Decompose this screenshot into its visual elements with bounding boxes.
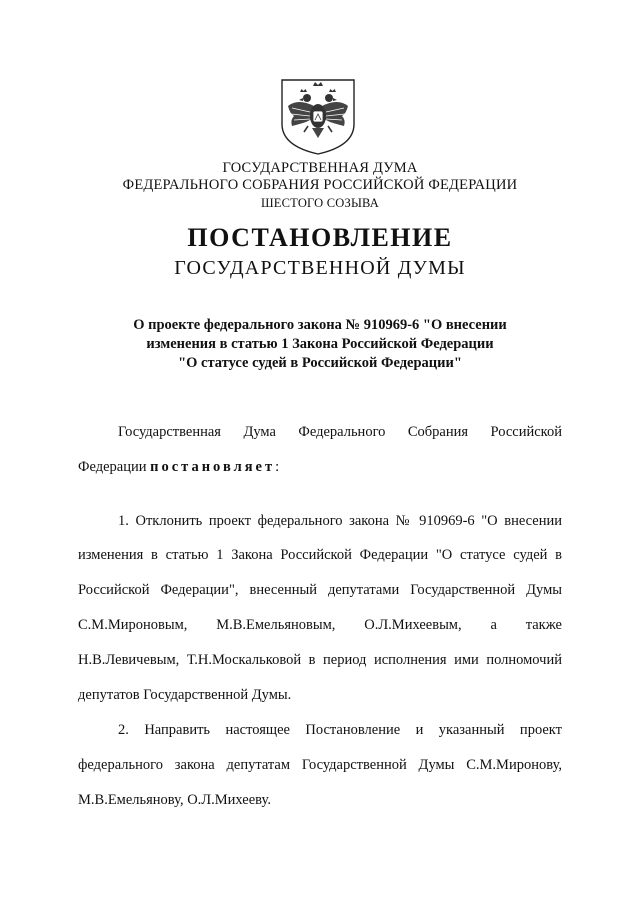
document-title: ПОСТАНОВЛЕНИЕ xyxy=(187,223,453,252)
paragraph-1-line-2: изменения в статью 1 Закона Российской Федерации "О статусе судей в xyxy=(78,547,562,563)
paragraph-1-line-5: Н.В.Левичевым, Т.Н.Москальковой в период исполнения ими полномочий xyxy=(78,652,562,668)
convocation-line: ШЕСТОГО СОЗЫВА xyxy=(260,196,380,210)
paragraph-2-line-2: федерального закона депутатам Государственной Думы С.М.Миронову, xyxy=(78,757,562,773)
russian-coat-of-arms-icon xyxy=(276,76,360,156)
preamble-line-2-start: Федерации xyxy=(78,459,151,475)
paragraph-1-line-1: 1. Отклонить проект федерального закона № 910969-6 "О внесении xyxy=(118,513,562,529)
paragraph-1-line-6: депутатов Государственной Думы. xyxy=(78,687,292,703)
org-name-line-2: ФЕДЕРАЛЬНОГО СОБРАНИЯ РОССИЙСКОЙ ФЕДЕРАЦИИ xyxy=(122,177,518,193)
paragraph-2-line-1: 2. Направить настоящее Постановление и указанный проект xyxy=(118,722,562,738)
paragraph-2-line-3: М.В.Емельянову, О.Л.Михееву. xyxy=(78,792,271,808)
heading-line-1: О проекте федерального закона № 910969-6 "О внесении xyxy=(133,317,507,333)
paragraph-1-line-3: Российской Федерации", внесенный депутатами Государственной Думы xyxy=(78,582,562,598)
org-name-line-1: ГОСУДАРСТВЕННАЯ ДУМА xyxy=(222,160,418,176)
heading-line-2: изменения в статью 1 Закона Российской Федерации xyxy=(146,336,494,352)
document-subtitle: ГОСУДАРСТВЕННОЙ ДУМЫ xyxy=(174,257,466,279)
heading-line-3: "О статусе судей в Российской Федерации" xyxy=(178,355,462,371)
preamble-line-1: Государственная Дума Федерального Собрания Российской xyxy=(118,424,562,440)
preamble-line-2-end: : xyxy=(275,459,280,475)
paragraph-1-line-4: С.М.Мироновым, М.В.Емельяновым, О.Л.Михеевым, а также xyxy=(78,617,562,633)
preamble-line-2 xyxy=(78,458,562,476)
resolves-word: постановляет xyxy=(150,459,276,475)
